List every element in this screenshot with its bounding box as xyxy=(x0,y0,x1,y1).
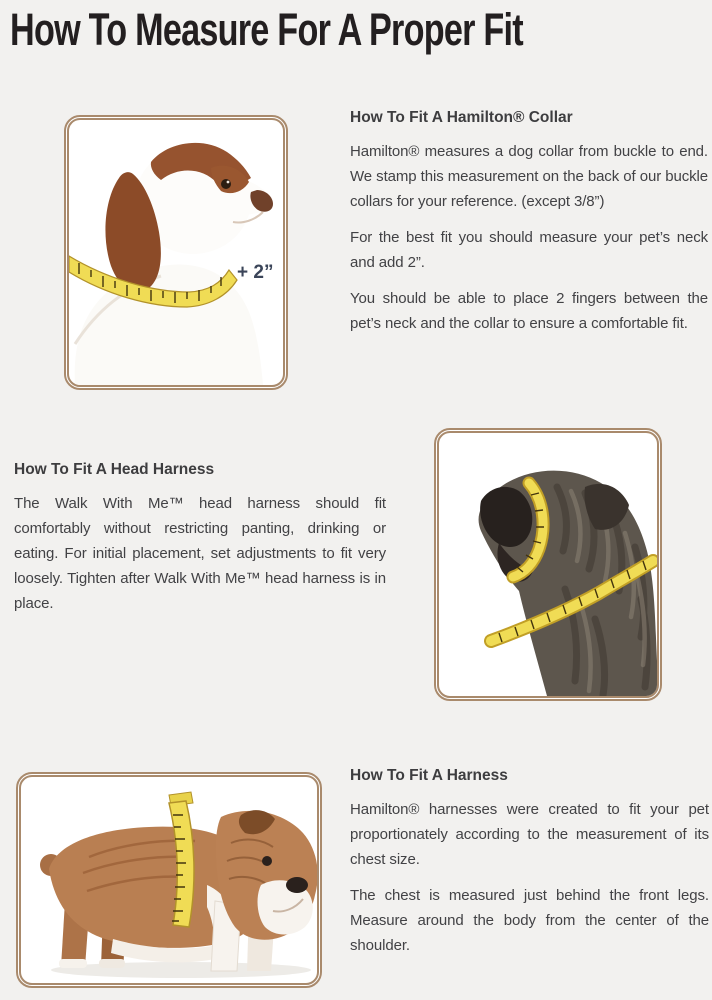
dog-head xyxy=(216,810,317,940)
collar-paragraph-2: For the best fit you should measure your pet’s neck and add 2”. xyxy=(350,229,708,271)
collar-paragraph-3: You should be able to place 2 fingers between the pet’s neck and the collar to ensure a comfortable fit. xyxy=(350,290,708,332)
head-harness-measure-photo xyxy=(434,428,662,701)
harness-paragraph-1: Hamilton® harnesses were created to fit your pet proportionately according to the measurement of its chest size. xyxy=(350,801,709,868)
head-harness-paragraph-1: The Walk With Me™ head harness should fit comfortably without restricting panting, drinking or eating. For initial placement, set adjustments to fit very loosely. Tighten after Walk With Me™ head harness is in place. xyxy=(14,495,386,612)
collar-measure-photo xyxy=(64,115,288,390)
dog-eye xyxy=(262,856,272,866)
plus-two-inches-annotation: + 2” xyxy=(237,262,274,283)
collar-paragraph-1: Hamilton® measures a dog collar from buckle to end. We stamp this measurement on the back of our buckle collars for your reference. (except 3/8”) xyxy=(350,143,708,210)
collar-section-heading: How To Fit A Hamilton® Collar xyxy=(350,109,573,126)
dog-muzzle-tape-illustration xyxy=(439,433,657,696)
bulldog-chest-tape-illustration xyxy=(21,777,317,983)
dog-nose xyxy=(286,877,308,893)
head-harness-section-heading: How To Fit A Head Harness xyxy=(14,461,215,478)
dog-eye xyxy=(221,179,231,189)
page-title: How To Measure For A Proper Fit xyxy=(10,4,523,55)
harness-measure-photo xyxy=(16,772,322,988)
head-harness-section-text xyxy=(14,461,386,627)
dog-neck-tape-illustration xyxy=(69,120,283,385)
collar-section-text xyxy=(350,109,708,347)
harness-section-text xyxy=(350,767,709,969)
harness-section-heading: How To Fit A Harness xyxy=(350,767,508,784)
harness-paragraph-2: The chest is measured just behind the front legs. Measure around the body from the center of the shoulder. xyxy=(350,887,709,954)
